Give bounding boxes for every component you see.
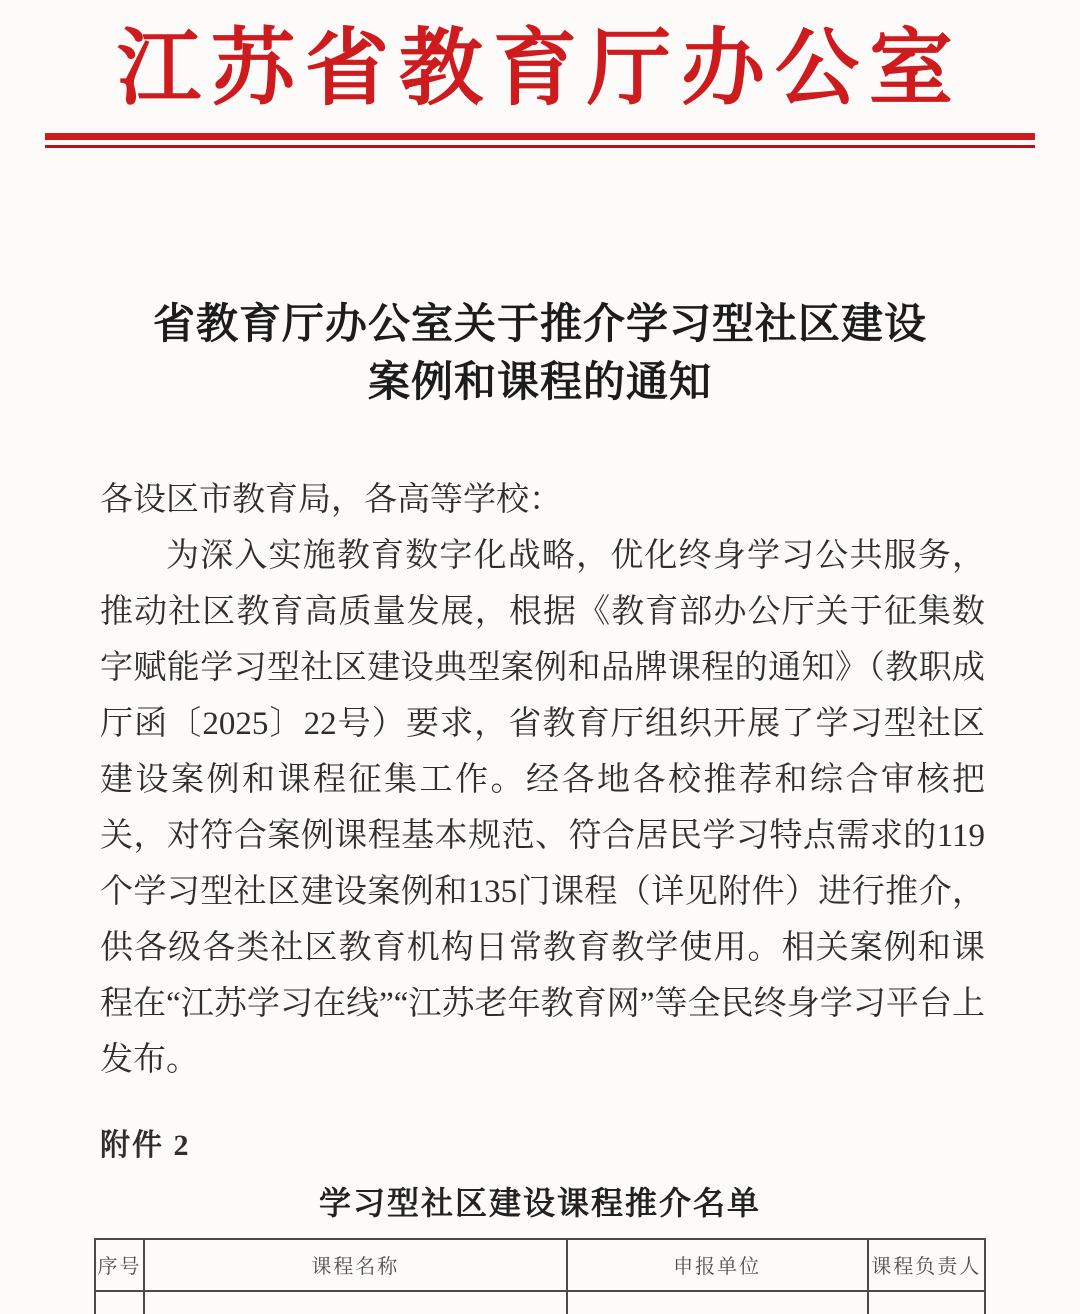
document-title-line-1: 省教育厅办公室关于推介学习型社区建设 [152, 301, 927, 348]
letterhead-rule-thick [45, 133, 1035, 140]
table-header-serial: 序号 [95, 1239, 144, 1291]
document-title [0, 296, 1080, 412]
table-row [95, 1291, 985, 1314]
cell-unit [567, 1291, 868, 1314]
table-header-leader: 课程负责人 [868, 1239, 986, 1291]
table-header-unit: 申报单位 [567, 1239, 868, 1291]
table-header-row [95, 1239, 985, 1291]
letterhead-title: 江苏省教育厅办公室 [116, 23, 963, 116]
attachment-table-title: 学习型社区建设课程推介名单 [318, 1184, 761, 1221]
cell-leader [868, 1291, 986, 1314]
table-header-course-name: 课程名称 [144, 1239, 567, 1291]
document-title-line-2: 案例和课程的通知 [367, 359, 712, 406]
cell-course-name [144, 1291, 567, 1314]
document-body [100, 472, 985, 1088]
letterhead-rule-thin [45, 145, 1035, 148]
attachment-label: 附件 2 [100, 1128, 191, 1162]
body-paragraph: 为深入实施教育数字化战略，优化终身学习公共服务，推动社区教育高质量发展，根据《教育部办公厅关于征集数字赋能学习型社区建设典型案例和品牌课程的通知》（教职成厅函〔2025〕22号）要求，省教育厅组织开展了学习型社区建设案例和课程征集工作。经各地各校推荐和综合审核把关，对符合案例课程基本规范、符合居民学习特点需求的119个学习型社区建设案例和135门课程（详见附件）进行推介，供各级各类社区教育机构日常教育教学使用。相关案例和课程在“江苏学习在线”“江苏老年教育网”等全民终身学习平台上发布。 [100, 537, 985, 1078]
salutation: 各设区市教育局，各高等学校： [100, 481, 562, 518]
cell-serial [95, 1291, 144, 1314]
course-table [94, 1238, 986, 1314]
letterhead-rule [45, 133, 1035, 148]
